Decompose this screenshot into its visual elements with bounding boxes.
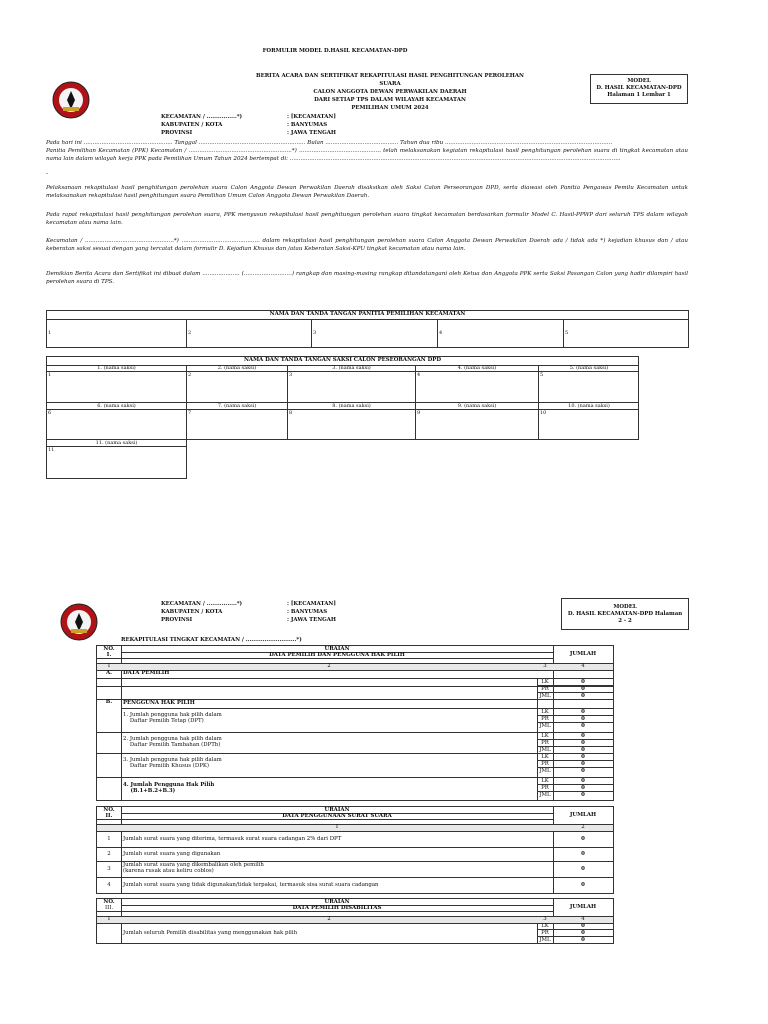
sex-label: PR <box>541 686 549 692</box>
paragraph: - <box>46 171 48 177</box>
value-cell: 0 <box>581 686 585 692</box>
value-cell: 0 <box>581 792 585 798</box>
saksi-header: 4. (nama saksi) <box>457 365 497 371</box>
col-uraian: URAIAN <box>324 807 350 813</box>
index-cell: 2 <box>581 824 585 830</box>
index-cell: 4 <box>581 663 585 669</box>
model-page: Halaman 1 Lembar 1 <box>607 92 671 98</box>
saksi-header: 10. (nama saksi) <box>568 403 610 409</box>
sex-label: LK <box>541 733 549 739</box>
region-values <box>287 113 407 137</box>
section-title: DATA PENGGUNAAN SURAT SUARA <box>282 813 392 819</box>
col-uraian: URAIAN <box>324 646 350 652</box>
section-title: DATA PEMILIH DISABILITAS <box>292 905 382 911</box>
panitia-table <box>46 310 689 348</box>
col-uraian: URAIAN <box>324 899 350 905</box>
row-number: 4 <box>107 882 111 888</box>
saksi-header: 11. (nama saksi) <box>95 440 138 446</box>
model-code: D. HASIL KECAMATAN-DPD Halaman <box>567 611 683 617</box>
value-cell: 0 <box>581 930 585 936</box>
row-item: 3. Jumlah pengguna hak pilih dalam Daftar Pemilih Khusus (DPK) <box>123 757 222 770</box>
saksi-header: 7. (nama saksi) <box>217 403 257 409</box>
sex-label: PR <box>541 761 549 767</box>
row-number: 1 <box>107 836 111 842</box>
region-label: PROVINSI <box>161 130 193 136</box>
region-labels <box>161 600 271 624</box>
col-no: NO. <box>103 899 115 905</box>
row-item: 2. Jumlah pengguna hak pilih dalam Daftar Pemilih Tambahan (DPTb) <box>123 736 222 749</box>
col-jumlah: JUMLAH <box>569 904 597 910</box>
region-label: KABUPATEN / KOTA <box>161 609 223 615</box>
model-label: MODEL <box>627 78 651 84</box>
sex-label: LK <box>541 754 549 760</box>
value-cell: 0 <box>581 923 585 929</box>
sex-label: LK <box>541 679 549 685</box>
row-label: DATA PEMILIH <box>123 670 170 676</box>
sex-label: JML <box>539 768 551 774</box>
paragraph: Pada rapat rekapitulasi hasil penghitungan perolehan suara, PPK menyusun rekapitulasi hasil penghitungan perolehan suara tingkat kecamatan berdasarkan formulir Model C. Hasil-PPWP dari seluruh TPS dalam wilayah kecamatan atau nama lain. <box>46 212 688 226</box>
sex-label: LK <box>541 923 549 929</box>
table-data-pemilih <box>96 645 614 801</box>
region-value: : BANYUMAS <box>287 609 328 615</box>
kpu-logo <box>59 602 99 642</box>
row-label: PENGGUNA HAK PILIH <box>123 700 195 706</box>
signature-slot[interactable]: 1 <box>48 372 52 378</box>
model-page: 2 - 2 <box>618 618 632 624</box>
row-item: 1. Jumlah pengguna hak pilih dalam Daftar Pemilih Tetap (DPT) <box>123 712 222 725</box>
region-labels <box>161 113 271 137</box>
section-title: DATA PEMILIH DAN PENGGUNA HAK PILIH <box>269 652 405 658</box>
signature-slot[interactable]: 11 <box>48 447 55 453</box>
index-cell: 3 <box>543 663 547 669</box>
row-value: 0 <box>581 882 585 888</box>
col-no: NO. <box>103 807 115 813</box>
saksi-header: 5. (nama saksi) <box>569 365 609 371</box>
row-letter: A. <box>105 670 113 676</box>
signature-slot[interactable]: 3 <box>313 330 317 336</box>
signature-slot[interactable]: 9 <box>417 410 421 416</box>
signature-slot[interactable]: 6 <box>48 410 52 416</box>
value-cell: 0 <box>581 754 585 760</box>
index-cell: 1 <box>107 916 111 922</box>
saksi-slot-11 <box>46 439 187 479</box>
rekap-title: REKAPITULASI TINGKAT KECAMATAN / ...........................*) <box>121 637 302 643</box>
index-cell: 2 <box>327 916 331 922</box>
form-title: FORMULIR MODEL D.HASIL KECAMATAN-DPD <box>262 48 408 54</box>
model-code: D. HASIL KECAMATAN-DPD <box>596 85 682 91</box>
value-cell: 0 <box>581 761 585 767</box>
model-box <box>561 598 689 630</box>
value-cell: 0 <box>581 937 585 943</box>
signature-slot[interactable]: 3 <box>289 372 293 378</box>
row-number: 3 <box>107 866 111 872</box>
row-item: 4. Jumlah Pengguna Hak Pilih (B.1+B.2+B.3) <box>123 782 215 795</box>
row-letter: B. <box>105 699 113 705</box>
value-cell: 0 <box>581 747 585 753</box>
page-heading <box>245 72 535 112</box>
signature-slot[interactable]: 2 <box>188 330 192 336</box>
table-surat-suara <box>96 806 614 894</box>
paragraph: Demikian Berita Acara dan Sertifikat ini dibuat dalam ..................... (...........................) rangkap dan masing-masing rangkap ditandatangani oleh Ketua dan Anggota PPK serta Saksi Pasangan Calon yang hadir dilampiri hasil perolehan suara di TPS. <box>46 271 688 285</box>
value-cell: 0 <box>581 740 585 746</box>
saksi-header: 2. (nama saksi) <box>217 365 257 371</box>
section-number: II. <box>105 813 113 819</box>
saksi-table <box>46 356 639 440</box>
signature-slot[interactable]: 4 <box>439 330 443 336</box>
value-cell: 0 <box>581 723 585 729</box>
index-cell: 3 <box>543 916 547 922</box>
value-cell: 0 <box>581 768 585 774</box>
heading-line: CALON ANGGOTA DEWAN PERWAKILAN DAERAH <box>313 89 467 95</box>
region-label: KECAMATAN / ................*) <box>161 114 243 120</box>
region-value: : BANYUMAS <box>287 122 328 128</box>
panitia-title: NAMA DAN TANDA TANGAN PANITIA PEMILIHAN KECAMATAN <box>47 311 688 320</box>
region-value: : JAWA TENGAH <box>287 130 337 136</box>
sex-label: JML <box>539 747 551 753</box>
value-cell: 0 <box>581 733 585 739</box>
col-jumlah: JUMLAH <box>569 812 597 818</box>
sex-label: PR <box>541 930 549 936</box>
signature-slot[interactable]: 8 <box>289 410 293 416</box>
index-cell: 2 <box>327 663 331 669</box>
index-cell: 4 <box>581 916 585 922</box>
value-cell: 0 <box>581 778 585 784</box>
value-cell: 0 <box>581 716 585 722</box>
paragraph: Kecamatan / ..................................................*) ............................................ dalam rekapitulasi hasil penghitungan perolehan suara Calon Anggota Dewan Perwakilan Daerah ada / tidak ada *) kejadian khusus dan / atau keberatan saksi sesuai dengan yang tercatat dalam formulir D. Kejadian Khusus dan /atau Keberatan Saksi-KPU tingkat kecamatan atau nama lain. <box>46 238 688 252</box>
index-cell: 1 <box>107 663 111 669</box>
signature-slot[interactable]: 10 <box>540 410 547 416</box>
model-label: MODEL <box>613 604 637 610</box>
heading-line: BERITA ACARA DAN SERTIFIKAT REKAPITULASI HASIL PENGHITUNGAN PEROLEHAN SUARA <box>256 73 524 87</box>
region-label: PROVINSI <box>161 617 193 623</box>
row-label: Jumlah surat suara yang tidak digunakan/tidak terpakai, termasuk sisa surat suara cadangan <box>123 882 379 888</box>
col-no: NO. <box>103 646 115 652</box>
signature-slot[interactable]: 2 <box>188 372 192 378</box>
section-number: I. <box>106 652 112 658</box>
saksi-header: 9. (nama saksi) <box>457 403 497 409</box>
heading-line: PEMILIHAN UMUM 2024 <box>351 105 429 111</box>
saksi-header: 6. (nama saksi) <box>97 403 136 409</box>
saksi-header: 1. (nama saksi) <box>97 365 136 371</box>
value-cell: 0 <box>581 693 585 699</box>
row-label: Jumlah seluruh Pemilih disabilitas yang menggunakan hak pilih <box>123 930 298 936</box>
region-label: KECAMATAN / ................*) <box>161 601 243 607</box>
sex-label: PR <box>541 716 549 722</box>
sex-label: JML <box>539 693 551 699</box>
row-value: 0 <box>581 866 585 872</box>
index-cell: 1 <box>335 824 339 830</box>
signature-slot[interactable]: 5 <box>565 330 569 336</box>
sex-label: LK <box>541 709 549 715</box>
sex-label: LK <box>541 778 549 784</box>
region-values <box>287 600 407 624</box>
row-value: 0 <box>581 851 585 857</box>
region-value: : JAWA TENGAH <box>287 617 337 623</box>
signature-slot[interactable]: 1 <box>48 330 52 336</box>
paragraph: Panitia Pemilihan Kecamatan (PPK) Kecamatan / ..........................................................*) .............................................. telah melaksanakan kegiatan rekapitulasi hasil penghitungan perolehan suara di tingkat kecamatan atau nama lain dalam wilayah kerja PPK pada Pemilihan Umum Tahun 2024 bertempat di: .......................................................................................................................................................................................... <box>46 148 688 162</box>
signature-slot[interactable]: 7 <box>188 410 192 416</box>
region-value: : [KECAMATAN] <box>287 114 336 120</box>
sex-label: JML <box>539 792 551 798</box>
saksi-title: NAMA DAN TANDA TANGAN SAKSI CALON PESEORANGAN DPD <box>47 357 638 366</box>
value-cell: 0 <box>581 709 585 715</box>
row-value: 0 <box>581 836 585 842</box>
sex-label: PR <box>541 740 549 746</box>
sex-label: PR <box>541 785 549 791</box>
row-label: Jumlah surat suara yang diterima, termasuk surat suara cadangan 2% dari DPT <box>123 836 342 842</box>
kpu-logo <box>51 80 91 120</box>
heading-line: DARI SETIAP TPS DALAM WILAYAH KECAMATAN <box>314 97 466 103</box>
saksi-header: 8. (nama saksi) <box>332 403 371 409</box>
signature-slot[interactable]: 5 <box>540 372 544 378</box>
signature-slot[interactable]: 4 <box>417 372 421 378</box>
row-label: Jumlah surat suara yang digunakan <box>123 851 221 857</box>
saksi-header: 3. (nama saksi) <box>332 365 371 371</box>
section-number: III. <box>104 905 114 911</box>
value-cell: 0 <box>581 785 585 791</box>
region-label: KABUPATEN / KOTA <box>161 122 223 128</box>
row-label: Jumlah surat suara yang dikembalikan oleh pemilih (karena rusak atau keliru coblos) <box>123 862 264 875</box>
sex-label: JML <box>539 937 551 943</box>
row-number: 2 <box>107 851 111 857</box>
paragraph: Pelaksanaan rekapitulasi hasil penghitungan perolehan suara Calon Anggota Dewan Perwakilan Daerah disaksikan oleh Saksi Calon Perseorangan DPD, serta diawasi oleh Panitia Pengawas Pemilu Kecamatan untuk melaksanakan rekapitulasi hasil penghitungan suara Pemilihan Umum Calon Anggota Dewan Perwakilan Daerah. <box>46 185 688 199</box>
region-value: : [KECAMATAN] <box>287 601 336 607</box>
col-jumlah: JUMLAH <box>569 651 597 657</box>
table-disabilitas <box>96 898 614 944</box>
sex-label: JML <box>539 723 551 729</box>
value-cell: 0 <box>581 679 585 685</box>
model-box <box>590 74 688 104</box>
paragraph: Pada hari ini .................................................. Tanggal ............................................................ Bulan ......................................... Tahun dua ribu .............................................................................................. <box>46 140 613 146</box>
